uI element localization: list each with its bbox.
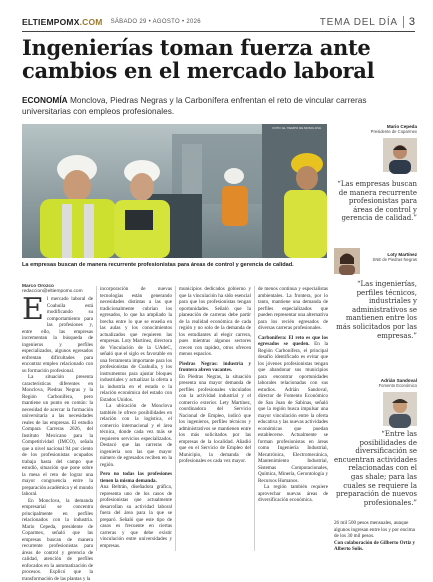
article-kicker (22, 95, 417, 117)
quote-person-role: SNE de Piedras Negras (373, 257, 417, 262)
quote-card (334, 124, 417, 229)
byline-email[interactable]: redaccion@eltiempomx.com (22, 289, 83, 294)
article-column-1 (22, 296, 93, 551)
section-title: TEMA DEL DÍA (320, 17, 398, 28)
column-divider (96, 286, 97, 551)
article-column-2 (100, 286, 172, 551)
avatar (383, 392, 417, 426)
byline-author: Marco Orozco (22, 284, 83, 289)
article-headline: Ingenierías toman fuerza ante cambios en el mercado laboral (22, 36, 417, 82)
page-header (22, 14, 415, 30)
article-paragraph: Ana Beltrán, diseñadora gráfica, representa uno de los casos de profesionistas que actualmente desarrollan su actividad laboral fuera del área para la que se preparó. Señaló que este tipo de casos es frecuente en ciertas carreras y que debe existir vinculación entre universidades y empresas. (100, 484, 172, 549)
note-text: 26 mil 500 pesos mensuales, aunque algunos ingresan entre los y por encima de los 30 mil pesos. (334, 520, 417, 540)
kicker-label: ECONOMÍA (22, 95, 68, 105)
article-column-3 (179, 286, 251, 551)
kicker-text: Monclova, Piedras Negras y la Carbonífera enfrentan el reto de vincular carreras universitarias con empleos profesionales. (22, 95, 366, 116)
quote-card (334, 248, 417, 358)
article-paragraph: La situación presenta características diferentes en Monclova, Piedras Negras y la Región Carbonífera, pero mantiene un punto en común: la necesidad de acercar la formación universitaria a las necesidades reales de las empresas. El estudio Compara Carreras 2026, del Instituto Mexicano para la Competitividad (IMCO), señala que a nivel nacional 94 por ciento de los profesionistas ocupados trabaja hasta del campo que estudió, situación que pone sobre la mesa el reto de lograr una mayor congruencia entre la preparación académica y el mundo laboral. (22, 374, 93, 498)
quote-attribution (373, 252, 417, 262)
photo-caption: La empresas buscan de manera recurrente profesionistas para áreas de control y gerencia de calidad. (22, 262, 327, 268)
dropcap: E (22, 297, 44, 323)
article-paragraph: El mercado laboral de Coahuila está modificando su comportamiento para las profesiones y, entre ello, las empresas incrementan la búsqueda de ingenieros y perfiles especializados, algunos egresados enfrentan dificultades para encontrar empleo relacionado con su formación profesional. (22, 296, 93, 374)
quote-attribution (371, 124, 417, 134)
article-paragraph: La ubicación de Monclova también le ofrece posibilidades en relación con la logística, el comercio internacional y el área técnica, donde cada vez más se requieren servicios especializados. Destacó que las carreras de ingeniería son las que mayor número de egresados reciben en la región. (100, 403, 172, 468)
masthead-logo[interactable]: ELTIEMPOMX.COM (22, 17, 103, 27)
issue-date: SÁBADO 29 • AGOSTO • 2026 (111, 19, 201, 25)
article-column-4: de menos continua y especialistas ambientales. La frontera, por lo tanto, mantiene una demanda de perfiles especializados que pueden representar una alternativa para los recién egresados de diversas carreras profesionales. Carbonífera: El reto es que los egresados se queden. En la Región Carbonífera, el principal desafío identificado es evitar que los jóvenes profesionistas tengan que abandonar sus municipios para encontrar oportunidades laborales relacionadas con sus estudios. Adrián Sandoval, director de Fomento Económico de San Juan de Sabinas, señaló que la región busca impulsar una mayor vinculación entre la oferta educativa y las nuevas actividades económicas que puedan establecerse. Actualmente se forman profesionistas en áreas como Ingeniería Industrial, Mecatrónica, Electromecánica, Mantenimiento Industrial, Sistemas Computacionales, Química, Minería, Gerontología y Recursos Humanos. La región también requiere aprovechar nuevas áreas de diversificación económica. (258, 286, 328, 551)
pull-quote: “Las empresas buscan de manera recurrente profesionistas para áreas de control y gerencia de calidad.” (334, 180, 417, 223)
pull-quote: “Entre las posibilidades de diversificación se encuentran actividades relacionadas con el gas shale; para las cuales se requiere la preparación de nuevos profesionales.” (334, 430, 417, 507)
header-rule (22, 31, 415, 32)
article-paragraph: La región también requiere aprovechar nuevas áreas de diversificación económica. (258, 484, 328, 504)
quote-person-name: Adrián Sandoval (379, 378, 417, 383)
note-credit: Con colaboración de Gilberto Ortiz y Alberto Solís. (334, 540, 415, 553)
quote-person-name: Mario Cepeda (371, 124, 417, 129)
quote-person-role: Presidente de Coparmex (371, 129, 417, 134)
subhead: Carbonífera: El reto es que los egresados se queden. (258, 335, 328, 348)
article-paragraph: municipios dedicados gobierno y que la vinculación ha sido esencial para que los profesionistas tengan oportunidades. Señaló que la planeación de carreras debe partir de la realidad económica de cada región y no solo de la demanda de los estudiantes al elegir carrera, pues mientras algunos sectores crecen con rapidez, otros ofrecen menos espacios. (179, 286, 251, 358)
quote-person-name: Loty Martínez (373, 252, 417, 257)
sidebar-note (334, 520, 417, 552)
quote-attribution (379, 378, 417, 388)
avatar (383, 138, 417, 172)
subhead: Piedras Negras: industria y frontera abren vacantes. (179, 361, 251, 374)
subhead: Pero no todas las profesiones tienen la misma demanda. (100, 471, 172, 484)
page-number: 3 (409, 16, 415, 28)
header-divider (403, 16, 404, 28)
pull-quote: “Las ingenierías, perfiles técnicos, industriales y administrativos se mantienen entre los más solicitados por las empresas.” (334, 280, 417, 340)
article-paragraph: En Monclova, la demanda empresarial se concentra principalmente en perfiles relacionados con la industria. Mario Cepeda, presidente de Coparmex, señaló que las empresas buscan de manera recurrente profesionistas para áreas de control y gerencia de calidad, atención de perfiles enfocados en la automatización de procesos. Explicó que la transformación de las plantas y la (22, 498, 93, 582)
column-divider (175, 286, 176, 551)
column-divider (254, 286, 255, 551)
article-paragraph: En Piedras Negras, la situación presenta una mayor demanda de perfiles profesionales vinculados con la actividad industrial y el comercio exterior. Lety Martínez, coordinadora del Servicio Nacional de Empleo, indicó que los ingenieros, perfiles técnicos y administrativos se mantienen entre los más solicitados por las empresas de la localidad. Añadió que en el Servicio de Empleo del Municipio, la demanda de profesionales es cada vez mayor. (179, 374, 251, 465)
quote-person-role: Fomento Económico (379, 383, 417, 388)
photo-credit: FOTO: EL TIEMPO DE MONCLOVA (272, 126, 321, 130)
article-paragraph: de menos continua y especialistas ambientales. La frontera, por lo tanto, mantiene una demanda de perfiles especializados que pueden representar una alternativa para los recién egresados de diversas carreras profesionales. (258, 286, 328, 332)
quote-card (334, 378, 417, 518)
avatar (334, 248, 360, 274)
workers-illustration (22, 124, 327, 258)
article-paragraph: incorporación de nuevas tecnologías están generando necesidades distintas a las que tradicionalmente cubrían los egresados, lo que ha ampliado la brecha entre lo que se enseña en las aulas y los conocimientos actualizados que requieren las empresas. Loty Martínez, directora de Vinculación de la UAdeC, señaló que el siglo es favorable en una ferramenta importante para los profesionistas de Coahuila, y los instrumentos para ajustar bloques industriales y actualizar la oferta a la industria en el estado o la relación económica del estado con Estados Unidos. (100, 286, 172, 403)
article-photo (22, 124, 327, 258)
